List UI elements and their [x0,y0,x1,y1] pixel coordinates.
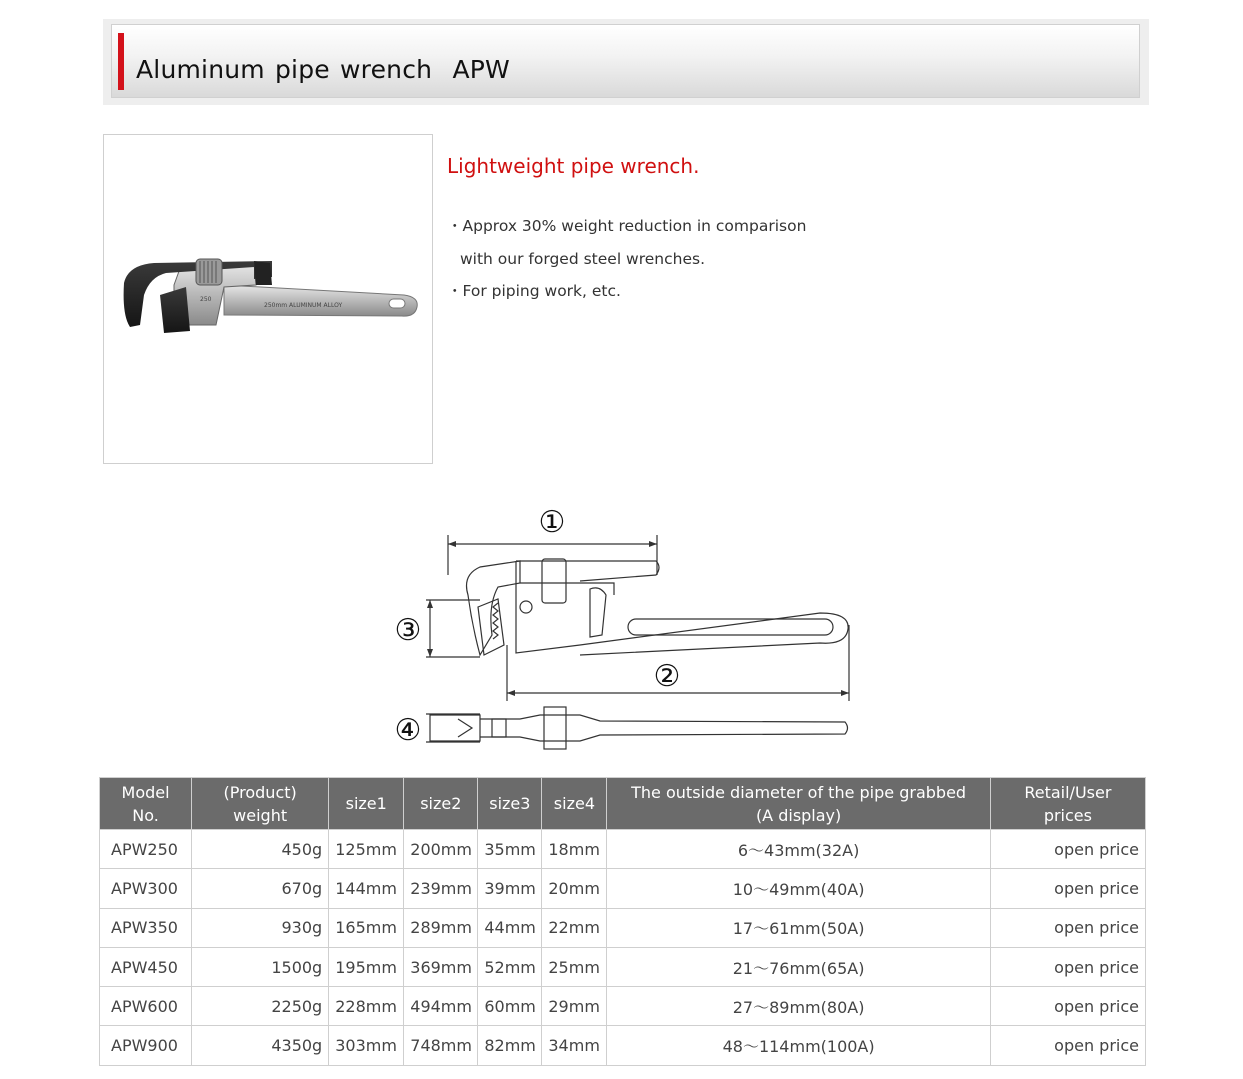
dimension-label-4: ④ [394,713,422,748]
table-row [100,1026,1146,1065]
svg-text:250: 250 [200,296,212,303]
dimension-label-3: ③ [394,613,422,648]
table-row [100,830,1146,869]
weight-cell: 4350g [192,1026,329,1065]
page-title: Aluminum pipe wrench APW [136,55,510,84]
price-cell: open price [990,908,1145,947]
model-cell: APW350 [100,908,192,947]
svg-text:250mm ALUMINUM ALLOY: 250mm ALUMINUM ALLOY [264,302,343,309]
pipe-diameter-cell: 6～43mm(32A) [607,830,990,869]
header-bar [111,24,1140,98]
feature-list [447,210,806,308]
size1-cell: 228mm [329,987,404,1026]
col-size1-header: size1 [329,778,404,830]
size1-cell: 165mm [329,908,404,947]
price-cell: open price [990,830,1145,869]
dimension-label-2: ② [653,659,681,694]
size2-cell: 748mm [404,1026,478,1065]
pipe-diameter-cell: 17～61mm(50A) [607,908,990,947]
size1-cell: 195mm [329,947,404,986]
model-cell: APW900 [100,1026,192,1065]
col-size2-header: size2 [404,778,478,830]
dimension-label-1: ① [538,505,566,540]
size1-cell: 144mm [329,869,404,908]
col-pipe-diameter-header: The outside diameter of the pipe grabbed (A display) [607,778,990,830]
header-accent-bar [118,33,124,90]
size2-cell: 289mm [404,908,478,947]
product-tagline: Lightweight pipe wrench. [447,154,700,178]
dimension-diagram [380,495,860,757]
col-price-header: Retail/User prices [990,778,1145,830]
pipe-diameter-cell: 21～76mm(65A) [607,947,990,986]
size3-cell: 82mm [478,1026,542,1065]
col-size3-header: size3 [478,778,542,830]
size2-cell: 494mm [404,987,478,1026]
size4-cell: 18mm [542,830,607,869]
model-cell: APW300 [100,869,192,908]
size3-cell: 35mm [478,830,542,869]
size4-cell: 29mm [542,987,607,1026]
weight-cell: 450g [192,830,329,869]
spec-table [99,777,1146,1066]
feature-item: with our forged steel wrenches. [460,249,706,268]
price-cell: open price [990,987,1145,1026]
price-cell: open price [990,947,1145,986]
pipe-diameter-cell: 27～89mm(80A) [607,987,990,1026]
price-cell: open price [990,869,1145,908]
col-weight-header: (Product) weight [192,778,329,830]
table-row [100,987,1146,1026]
size1-cell: 125mm [329,830,404,869]
pipe-diameter-cell: 48～114mm(100A) [607,1026,990,1065]
size2-cell: 369mm [404,947,478,986]
pipe-wrench-photo-icon [104,135,432,463]
feature-item: ・Approx 30% weight reduction in comparison [447,217,807,235]
col-size4-header: size4 [542,778,607,830]
table-row [100,869,1146,908]
size4-cell: 20mm [542,869,607,908]
pipe-diameter-cell: 10～49mm(40A) [607,869,990,908]
size3-cell: 39mm [478,869,542,908]
size2-cell: 200mm [404,830,478,869]
table-header-row [100,778,1146,830]
price-cell: open price [990,1026,1145,1065]
model-cell: APW250 [100,830,192,869]
table-row [100,908,1146,947]
col-model-header: Model No. [100,778,192,830]
size3-cell: 60mm [478,987,542,1026]
size3-cell: 52mm [478,947,542,986]
size4-cell: 34mm [542,1026,607,1065]
weight-cell: 2250g [192,987,329,1026]
weight-cell: 670g [192,869,329,908]
table-row [100,947,1146,986]
product-photo [103,134,433,464]
size3-cell: 44mm [478,908,542,947]
header-banner [103,19,1149,105]
weight-cell: 1500g [192,947,329,986]
size2-cell: 239mm [404,869,478,908]
size1-cell: 303mm [329,1026,404,1065]
model-cell: APW450 [100,947,192,986]
model-cell: APW600 [100,987,192,1026]
feature-item: ・For piping work, etc. [447,282,621,300]
size4-cell: 25mm [542,947,607,986]
weight-cell: 930g [192,908,329,947]
size4-cell: 22mm [542,908,607,947]
